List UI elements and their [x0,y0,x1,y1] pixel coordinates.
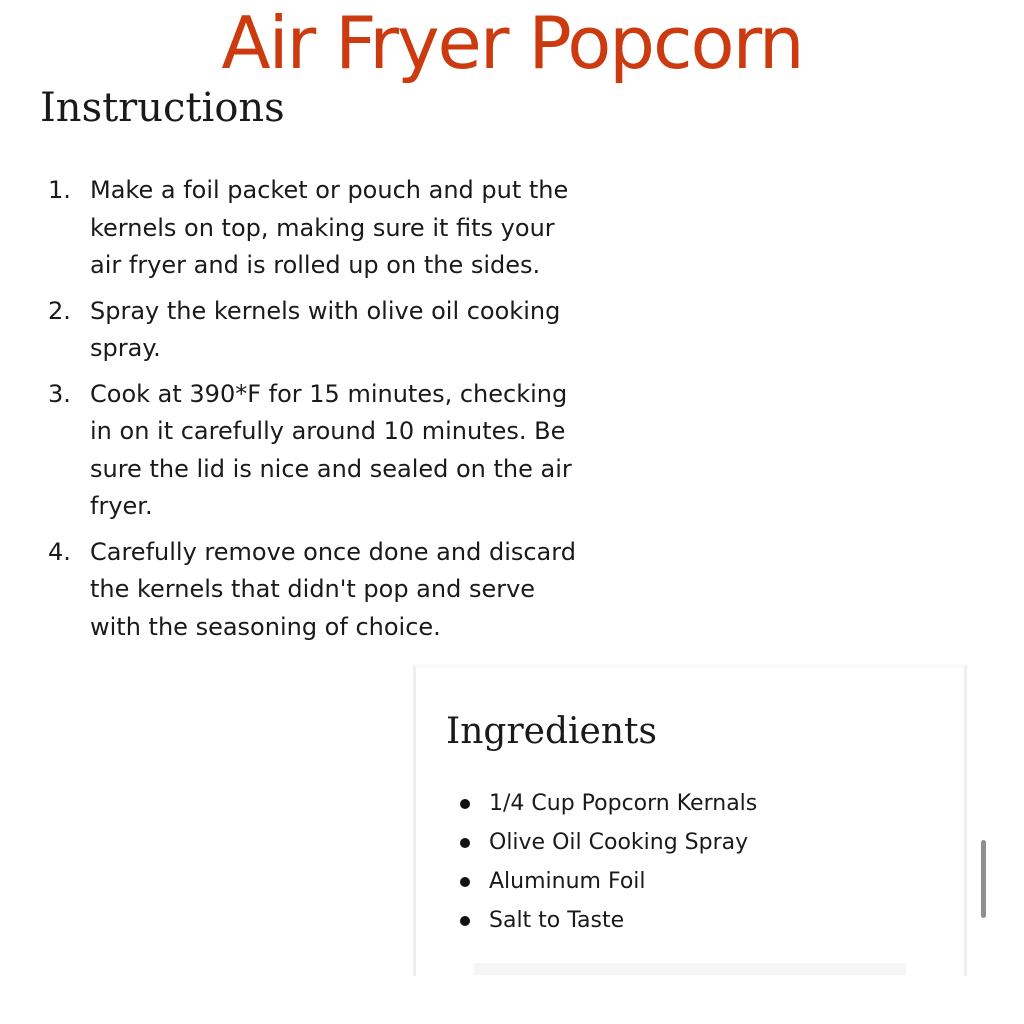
step-text-line: sure the lid is nice and sealed on the air [90,454,572,483]
bullet-icon [460,838,470,848]
instruction-step-3 [48,376,608,526]
ingredient-label: Aluminum Foil [489,869,646,894]
instruction-step-1 [48,172,608,285]
instructions-heading: Instructions [40,85,285,131]
bullet-icon [460,799,470,809]
ingredient-item [458,784,757,823]
ingredient-label: Salt to Taste [489,908,625,933]
step-text-line: Make a foil packet or pouch and put the [90,176,569,204]
instructions-list [48,172,608,654]
ingredient-label: Olive Oil Cooking Spray [489,830,749,855]
ingredients-list [458,784,757,940]
step-text-line: spray. [90,334,161,362]
ingredients-heading: Ingredients [446,711,657,752]
step-number: 2. [48,296,71,325]
bullet-icon [460,877,470,887]
ingredient-item [458,901,757,940]
step-text-line: the kernels that didn't pop and serve [90,575,536,603]
ingredient-label: 1/4 Cup Popcorn Kernals [489,791,758,816]
step-text-line: fryer. [90,492,153,520]
step-text-line: in on it carefully around 10 minutes. Be [90,417,566,445]
step-text-line: Spray the kernels with olive oil cooking [90,296,561,325]
ingredient-item [458,862,757,901]
instruction-step-2 [48,293,608,368]
step-text-line: with the seasoning of choice. [90,612,441,641]
step-number: 4. [48,537,71,566]
page-title: Air Fryer Popcorn [221,1,803,85]
card-divider [474,963,906,975]
step-text-line: air fryer and is rolled up on the sides. [90,251,541,279]
step-text-line: Carefully remove once done and discard [90,537,576,566]
scrollbar-thumb[interactable] [981,840,986,918]
instruction-step-4 [48,534,608,647]
bullet-icon [460,916,470,926]
step-number: 1. [48,176,71,204]
step-text-line: kernels on top, making sure it fits your [90,213,555,242]
ingredient-item [458,823,757,862]
step-number: 3. [48,379,71,408]
step-text-line: Cook at 390*F for 15 minutes, checking [90,379,568,408]
